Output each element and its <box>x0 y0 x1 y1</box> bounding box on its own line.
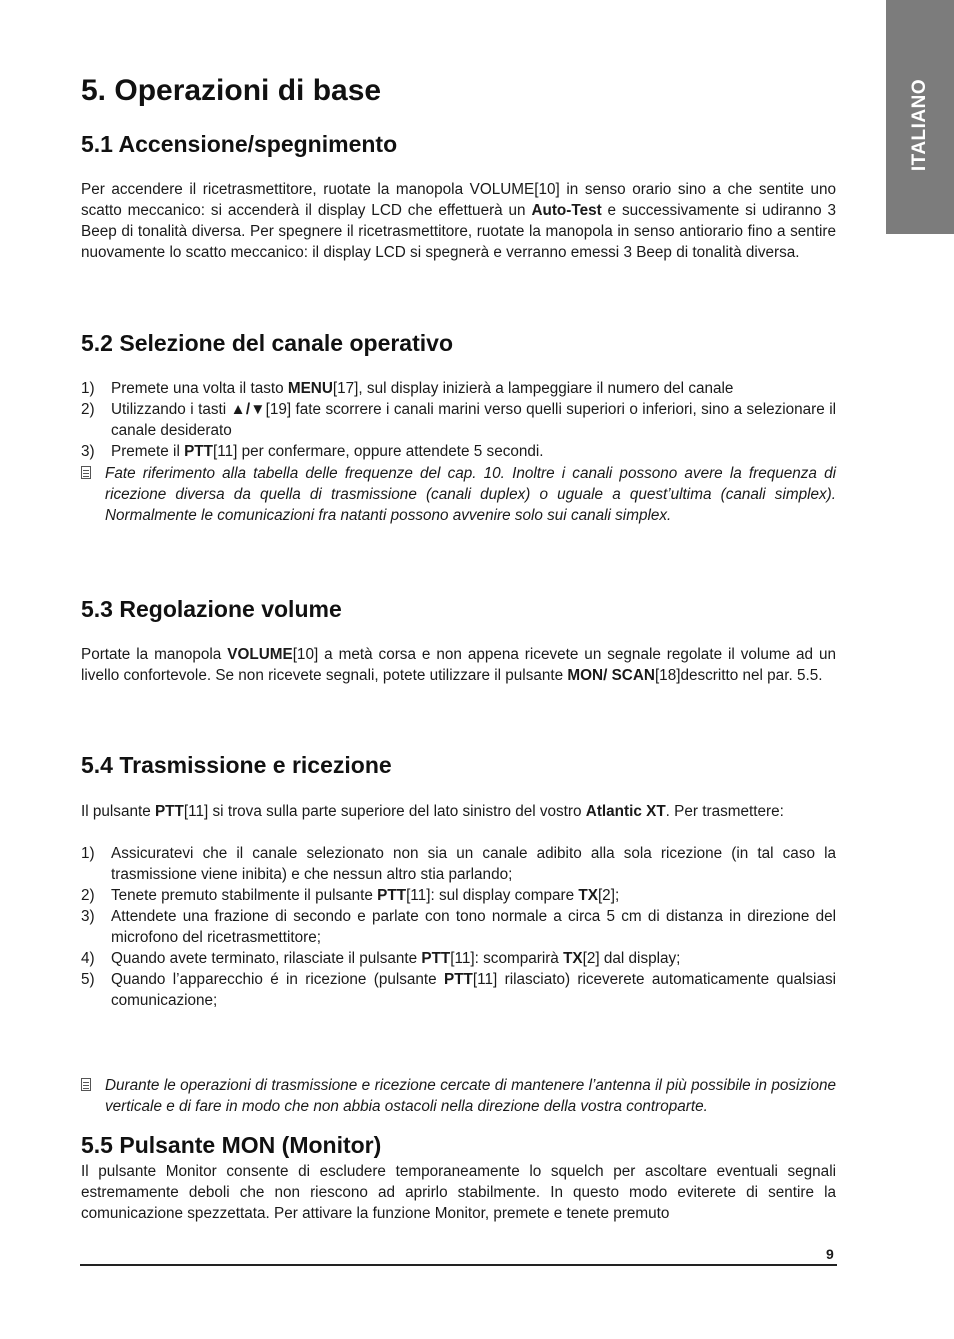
note-icon <box>81 466 91 479</box>
list-item <box>81 378 836 399</box>
bold-term: PTT <box>377 887 407 904</box>
section-5-4-heading: 5.4 Trasmissione e ricezione <box>81 752 392 778</box>
list-number: 4) <box>81 950 95 967</box>
section-5-3-text <box>81 644 836 686</box>
section-5-4-note <box>81 1075 836 1117</box>
list-item <box>81 906 836 948</box>
text-run: Assicuratevi che il canale selezionato non sia un canale adibito alla sola ricezione (in tal caso la trasmissione viene inibita) e che nessun altro stia parlando; <box>111 845 836 883</box>
text-run: [11]: sul display compare <box>406 887 579 904</box>
section-5-1-heading: 5.1 Accensione/spegnimento <box>81 131 398 157</box>
bold-term: MON/ SCAN <box>567 667 655 684</box>
text-run: Attendete una frazione di secondo e parlate con tono normale a circa 5 cm di distanza in direzione del microfono del ricetrasmettitore; <box>111 908 836 946</box>
list-number: 5) <box>81 971 95 988</box>
text-run: Tenete premuto stabilmente il pulsante <box>111 887 378 904</box>
page-title: 5. Operazioni di base <box>81 74 382 107</box>
text-run: [17], sul display inizierà a lampeggiare il numero del canale <box>332 380 734 397</box>
section-5-3-heading: 5.3 Regolazione volume <box>81 596 342 622</box>
list-number: 1) <box>81 845 95 862</box>
page-number: 9 <box>826 1246 834 1262</box>
text-run: [11]: scomparirà <box>450 950 564 967</box>
text-run: [2]; <box>597 887 620 904</box>
section-5-2-note <box>81 463 836 526</box>
text-run: Il pulsante <box>81 803 155 820</box>
list-item <box>81 843 836 885</box>
note-text: Durante le operazioni di trasmissione e ricezione cercate di mantenere l’antenna il più possibile in posizione verticale e di fare in modo che non abbia ostacoli nella direzione della vostra controparte. <box>105 1077 836 1115</box>
bold-term: VOLUME <box>227 646 293 663</box>
text-run: Utilizzando i tasti <box>111 401 231 418</box>
text-run: [2] dal display; <box>582 950 681 967</box>
list-item <box>81 969 836 1011</box>
text-run: e successivamente si udiranno 3 Beep di tonalità diversa. Per spegnere il ricetrasmettitore, ruotate la manopola in senso antiorario fino a sentire nuovamente lo scatto meccanico: il display LCD si spegnerà e verranno emessi 3 Beep di tonalità diversa. <box>81 202 836 261</box>
section-5-4-list <box>81 843 836 1011</box>
note-text: Fate riferimento alla tabella delle frequenze del cap. 10. Inoltre i canali possono avere la frequenza di ricezione diversa da quella di trasmissione (canali duplex) o uguale a quest’ultima (canali simplex). Normalmente le comunicazioni fra natanti possono avvenire solo sui canali simplex. <box>105 465 836 524</box>
section-5-5-text: Il pulsante Monitor consente di escludere temporaneamente lo squelch per ascoltare eventuali segnali estremamente deboli che non riescono ad aprirlo stabilmente. In questo modo eviterete di sentire la comunicazione spezzettata. Per attivare la funzione Monitor, premete e tenete premuto <box>81 1163 836 1222</box>
section-5-2-list <box>81 378 836 462</box>
bold-term: PTT <box>184 443 214 460</box>
list-item <box>81 885 836 906</box>
bold-term: Atlantic XT <box>585 803 666 820</box>
bold-term: ▲/▼ <box>230 401 266 418</box>
list-item <box>81 441 836 462</box>
list-number: 2) <box>81 887 95 904</box>
bold-term: TX <box>563 950 583 967</box>
section-5-2-heading: 5.2 Selezione del canale operativo <box>81 330 453 356</box>
note-icon <box>81 1078 91 1091</box>
section-5-5-heading: 5.5 Pulsante MON (Monitor) <box>81 1132 382 1158</box>
text-run: . Per trasmettere: <box>665 803 784 820</box>
list-item <box>81 948 836 969</box>
text-run: [11] per confermare, oppure attendete 5 secondi. <box>213 443 544 460</box>
text-run: Portate la manopola <box>81 646 228 663</box>
list-number: 3) <box>81 908 95 925</box>
list-number: 3) <box>81 443 95 460</box>
bold-term: PTT <box>421 950 451 967</box>
text-run: [10] a metà corsa e non appena ricevete un segnale regolate il volume ad un livello confortevole. Se non ricevete segnali, potete utilizzare il pulsante <box>81 646 836 684</box>
text-run: [19] fate scorrere i canali marini verso quelli superiori o inferiori, sino a selezionare il canale desiderato <box>111 401 836 439</box>
text-run: [11] si trova sulla parte superiore del lato sinistro del vostro <box>183 803 586 820</box>
list-number: 2) <box>81 401 95 418</box>
section-5-4-intro <box>81 801 836 822</box>
bold-term: Auto-Test <box>531 202 602 219</box>
page-content <box>81 72 837 1222</box>
list-item <box>81 399 836 441</box>
text-run: [18]descritto nel par. 5.5. <box>654 667 823 684</box>
bold-term: PTT <box>444 971 473 988</box>
bold-term: TX <box>578 887 598 904</box>
text-run: Premete il <box>111 443 185 460</box>
bold-term: PTT <box>154 803 184 820</box>
footer-divider <box>80 1264 837 1266</box>
text-run: Quando l’apparecchio é in ricezione (pulsante <box>111 971 444 988</box>
list-number: 1) <box>81 380 95 397</box>
text-run: [11] rilasciato) riceverete automaticamente qualsiasi comunicazione; <box>111 971 837 1009</box>
section-5-1-text <box>81 179 836 263</box>
bold-term: MENU <box>287 380 333 397</box>
text-run: Per accendere il ricetrasmettitore, ruotate la manopola VOLUME[10] in senso orario sino a che sentite uno scatto meccanico: si accenderà il display LCD che effettuerà un <box>81 181 836 219</box>
language-tab-label: ITALIANO <box>909 78 930 172</box>
text-run: Premete una volta il tasto <box>111 380 288 397</box>
text-run: Quando avete terminato, rilasciate il pulsante <box>111 950 422 967</box>
language-tab <box>886 0 954 234</box>
